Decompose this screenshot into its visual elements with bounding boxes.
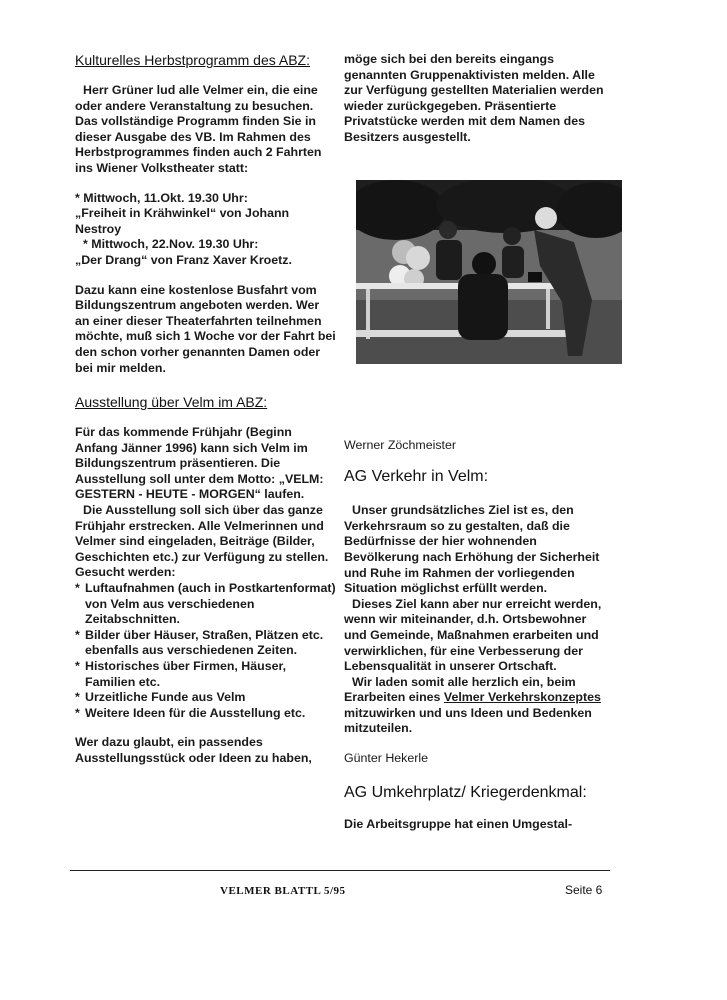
paragraph-herbstprogramm: Herr Grüner lud alle Velmer ein, die eine oder andere Veranstaltung zu besuchen. Das vollständige Programm finden Sie in dieser Ausgabe des VB. Im Rahmen des Herbstprogrammes finden auch 2 Fahrten ins Wiener Volkstheater statt: (75, 83, 322, 175)
heading-ausstellung: Ausstellung über Velm im ABZ: (75, 394, 268, 411)
author-hekerle: Günter Hekerle (344, 751, 429, 766)
list-item: * Bilder über Häuser, Straßen, Plätzen etc. ebenfalls aus verschiedenen Zeiten. (75, 627, 324, 658)
event-1-title: „Freiheit in Krähwinkel“ von Johann Nestroy (75, 206, 290, 236)
paragraph-gruppenaktivisten: möge sich bei den bereits eingangs genannten Gruppenaktivisten melden. Alle zur Verfügung gestellten Materialien werden wieder zurückgegeben. Präsentierte Privatstücke werden mit dem Namen des Besitzers ausgestellt. (344, 52, 604, 144)
event-2-title: „Der Drang“ von Franz Xaver Kroetz. (75, 252, 292, 267)
paragraph-ziel: Unser grundsätzliches Ziel ist es, den Verkehrsraum so zu gestalten, daß die Bedürfnisse der hier wohnenden Bevölkerung nach Erhöhung der Sicherheit und Ruhe im Rahmen der vorliegenden Situation möglichst erfüllt werden. (344, 503, 600, 596)
paragraph-ausstellungsstueck: Wer dazu glaubt, ein passendes Ausstellungsstück oder Ideen zu haben, (75, 735, 312, 765)
author-zoechmeister: Werner Zöchmeister (344, 437, 457, 452)
list-item: * Urzeitliche Funde aus Velm (75, 690, 246, 705)
event-photo (356, 180, 622, 364)
page-number: Seite 6 (565, 883, 603, 897)
paragraph-miteinander: Dieses Ziel kann aber nur erreicht werden, wenn wir miteinander, d.h. Ortsbewohner und Gemeinde, Maßnahmen erarbeiten und verwirklichen, für eine Verbesserung der Lebensqualität in unserer Ortschaft. (344, 596, 602, 674)
list-item: * Luftaufnahmen (auch in Postkartenformat) von Velm aus verschiedenen Zeitabschnitten. (75, 581, 336, 627)
event-2-date: * Mittwoch, 22.Nov. 19.30 Uhr: (83, 237, 259, 252)
event-1-date: * Mittwoch, 11.Okt. 19.30 Uhr: (75, 190, 248, 205)
list-item: * Weitere Ideen für die Ausstellung etc. (75, 705, 306, 720)
publication-title: VELMER BLATTL 5/95 (220, 885, 346, 897)
list-item: * Historisches über Firmen, Häuser, Familien etc. (75, 659, 287, 689)
verkehrskonzept-link: Velmer Verkehrskonzeptes (443, 690, 601, 705)
paragraph-umgestaltung: Die Arbeitsgruppe hat einen Umgestal- (344, 816, 573, 831)
paragraph-beitraege: Die Ausstellung soll sich über das ganze Frühjahr erstrecken. Alle Velmerinnen und Velmer sind eingeladen, Beiträge (Bilder, Geschichten etc.) zur Verfügung zu stellen. (75, 503, 329, 564)
heading-ag-umkehrplatz: AG Umkehrplatz/ Kriegerdenkmal: (344, 783, 587, 801)
photo-illustration (356, 180, 622, 364)
footer-rule (70, 870, 610, 871)
paragraph-einladung: Wir laden somit alle herzlich ein, beim Erarbeiten eines Velmer Verkehrskonzeptes mitzuwirken und uns Ideen und Bedenken mitzuteilen. (344, 674, 601, 736)
paragraph-fruehjahr: Für das kommende Frühjahr (Beginn Anfang Jänner 1996) kann sich Velm im Bildungszentrum präsentieren. Die Ausstellung soll unter dem Motto: „VELM: GESTERN - HEUTE - MORGEN“ laufen. (75, 425, 324, 502)
left-column (75, 52, 337, 767)
heading-ag-verkehr: AG Verkehr in Velm: (344, 468, 489, 486)
heading-herbstprogramm: Kulturelles Herbstprogramm des ABZ: (75, 52, 310, 68)
paragraph-busfahrt: Dazu kann eine kostenlose Busfahrt vom Bildungszentrum angeboten werden. Wer an einer dieser Theaterfahrten teilnehmen möchte, muß sich 1 Woche vor der Fahrt bei den schon vorher genannten Damen oder bei mir melden. (75, 282, 336, 375)
right-column (344, 52, 612, 832)
wanted-label: Gesucht werden: (75, 565, 176, 580)
